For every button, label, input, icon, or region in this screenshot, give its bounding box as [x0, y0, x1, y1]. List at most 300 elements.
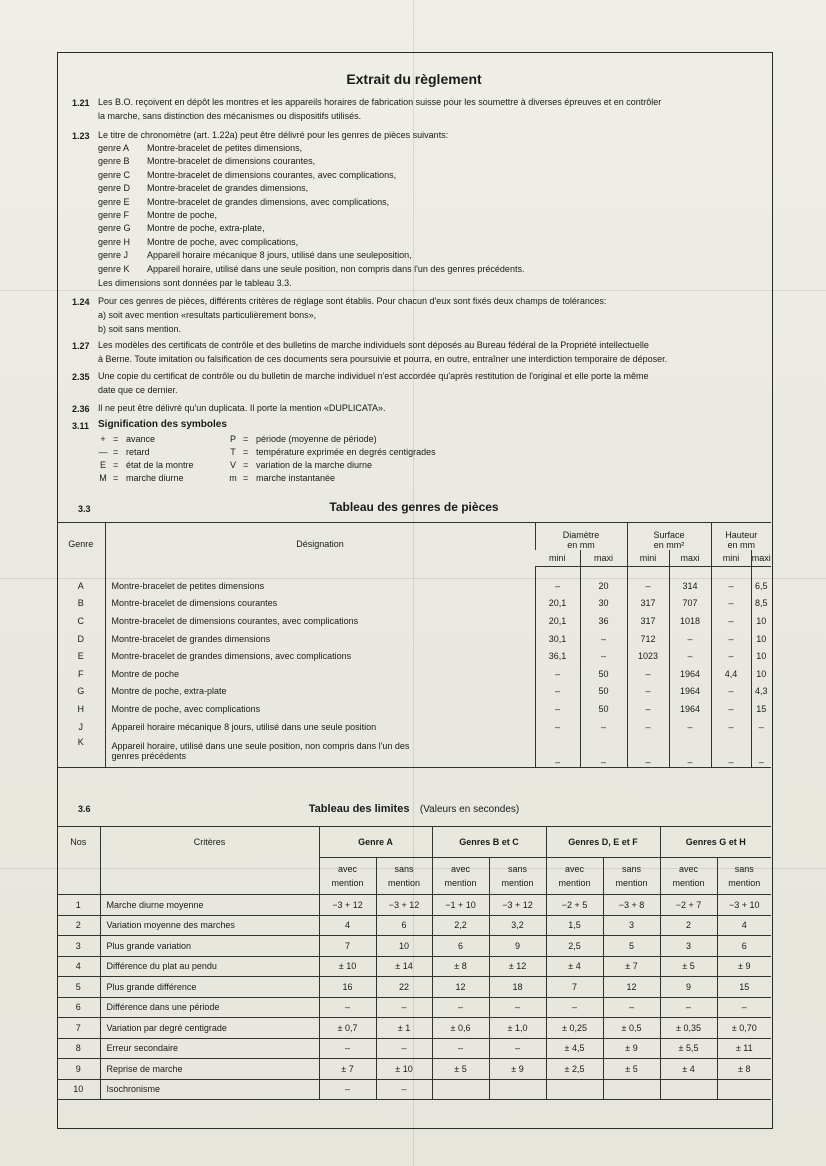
criterion-cell: Marche diurne moyenne: [100, 895, 319, 916]
limit-cell: ± 9: [603, 1038, 660, 1059]
genre-cell: H: [77, 703, 84, 714]
article-number: 1.27: [72, 341, 90, 351]
limit-cell: –: [660, 997, 717, 1018]
table-row: [57, 1018, 771, 1039]
limit-cell: –: [376, 1079, 432, 1100]
limit-cell: –: [376, 1038, 432, 1059]
value-cell: 4,3: [751, 683, 771, 701]
limit-cell: ± 9: [489, 1059, 546, 1080]
limit-cell: 2,2: [432, 915, 489, 936]
criterion-cell: Erreur secondaire: [100, 1038, 319, 1059]
header-mini: mini: [627, 550, 669, 567]
value-cell: –: [711, 700, 751, 718]
genre-cell: F: [78, 668, 84, 679]
limit-cell: 7: [546, 977, 603, 998]
value-cell: 10: [751, 630, 771, 648]
table-row: [57, 1079, 771, 1100]
limit-cell: 9: [489, 936, 546, 957]
header-genres-b-c: Genres B et C: [432, 827, 546, 858]
table-3-6-title: Tableau des limites: [308, 803, 410, 815]
table-row: [57, 956, 771, 977]
criterion-cell: Isochronisme: [100, 1079, 319, 1100]
value-cell: 317: [627, 612, 669, 630]
limit-cell: ± 0,7: [319, 1018, 376, 1039]
number-cell: 2: [57, 915, 100, 936]
designation-cell: Montre-bracelet de grandes dimensions: [105, 630, 535, 648]
text-line: Pour ces genres de pièces, différents critères de réglage sont établis. Pour chacun d'eux sont fixés deux champs de tolérances:: [98, 296, 607, 306]
limit-cell: ± 5: [660, 956, 717, 977]
value-cell: –: [669, 647, 711, 665]
number-cell: 5: [57, 977, 100, 998]
value-cell: 20,1: [535, 612, 580, 630]
symbols-heading: Signification des symboles: [98, 419, 227, 430]
table-row: [57, 700, 771, 718]
limit-cell: ± 8: [717, 1059, 771, 1080]
limit-cell: ± 5,5: [660, 1038, 717, 1059]
symbol-glyph: m: [229, 473, 237, 483]
article-1-27: [98, 338, 667, 366]
limit-cell: ± 1,0: [489, 1018, 546, 1039]
value-cell: –: [535, 683, 580, 701]
value-cell: –: [711, 577, 751, 595]
limit-cell: ± 5: [603, 1059, 660, 1080]
genre-label: genre G: [98, 223, 131, 234]
limit-cell: –: [319, 1038, 376, 1059]
value-cell: –: [711, 683, 751, 701]
limit-cell: 4: [319, 915, 376, 936]
article-number: 1.21: [72, 98, 90, 108]
limit-cell: ± 4: [660, 1059, 717, 1080]
symbol-equals: =: [243, 460, 249, 470]
genres-table: [57, 522, 771, 768]
limit-cell: 6: [376, 915, 432, 936]
criterion-cell: Reprise de marche: [100, 1059, 319, 1080]
limit-cell: ± 0,35: [660, 1018, 717, 1039]
limit-cell: ± 2,5: [546, 1059, 603, 1080]
spacer-cell: [711, 567, 751, 578]
criterion-cell: Variation par degré centigrade: [100, 1018, 319, 1039]
value-cell: 4,4: [711, 665, 751, 683]
value-cell: –: [627, 665, 669, 683]
designation-cell: Montre-bracelet de grandes dimensions, avec complications: [105, 647, 535, 665]
genre-description: Montre de poche,: [147, 210, 218, 220]
symbol-equals: =: [243, 473, 249, 483]
header-criteres: Critères: [100, 827, 319, 895]
table-row: [57, 612, 771, 630]
value-cell: –: [669, 630, 711, 648]
header-text: Hauteur: [725, 530, 758, 540]
limit-cell: ± 0,5: [603, 1018, 660, 1039]
header-avec: avec: [337, 864, 357, 874]
table-row: [57, 895, 771, 916]
limit-cell: ± 0,70: [717, 1018, 771, 1039]
article-number: 3.11: [72, 421, 90, 431]
limit-cell: −3 + 12: [319, 895, 376, 916]
avec-mention-header: [432, 858, 489, 895]
value-cell: –: [627, 735, 669, 768]
spacer-cell: [105, 567, 535, 578]
designation-line: genres précédents: [111, 751, 187, 762]
value-cell: 1964: [669, 683, 711, 701]
limit-cell: 4: [717, 915, 771, 936]
symbol-meaning: température exprimée en degrés centigrades: [256, 447, 436, 457]
number-cell: 9: [57, 1059, 100, 1080]
limit-cell: −3 + 8: [603, 895, 660, 916]
genre-cell: C: [77, 615, 84, 626]
limit-cell: 16: [319, 977, 376, 998]
header-genre: Genre: [68, 539, 94, 550]
value-cell: –: [535, 665, 580, 683]
genre-description: Montre de poche, avec complications,: [147, 236, 299, 247]
designation-line: Appareil horaire, utilisé dans une seule position, non compris dans l'un des: [111, 741, 410, 752]
sans-mention-header: [489, 858, 546, 895]
value-cell: –: [711, 630, 751, 648]
limit-cell: –: [546, 997, 603, 1018]
limit-cell: ± 0,25: [546, 1018, 603, 1039]
table-row: [57, 1038, 771, 1059]
header-mini: mini: [535, 550, 580, 567]
limit-cell: ± 10: [319, 956, 376, 977]
value-cell: –: [751, 735, 771, 768]
table-row: [57, 665, 771, 683]
value-cell: 707: [669, 595, 711, 613]
header-unit: en mm²: [653, 540, 685, 550]
limit-cell: [432, 1079, 489, 1100]
value-cell: –: [580, 630, 627, 648]
header-mention: mention: [558, 878, 591, 888]
table-row: [57, 1059, 771, 1080]
value-cell: –: [535, 700, 580, 718]
limit-cell: –: [432, 997, 489, 1018]
header-mention: mention: [444, 878, 477, 888]
table-row: [57, 647, 771, 665]
table-row: [57, 936, 771, 957]
genre-cell: A: [77, 580, 84, 591]
symbol-glyph: —: [98, 447, 108, 457]
limit-cell: –: [717, 997, 771, 1018]
criterion-cell: Plus grande différence: [100, 977, 319, 998]
header-sans: sans: [621, 864, 641, 874]
limit-cell: 15: [717, 977, 771, 998]
symbol-meaning: marche diurne: [126, 473, 184, 483]
section-number: 3.3: [78, 504, 91, 514]
symbol-meaning: retard: [126, 447, 150, 457]
table-row: [57, 977, 771, 998]
designation-cell: Montre de poche, avec complications: [105, 700, 535, 718]
header-avec: avec: [678, 864, 698, 874]
value-cell: –: [535, 577, 580, 595]
table-row: [57, 595, 771, 613]
header-surface: [627, 522, 711, 550]
article-1-21: [98, 95, 661, 123]
genre-label: genre A: [98, 143, 130, 153]
spacer-cell: [535, 567, 580, 578]
header-sans: sans: [507, 864, 527, 874]
limit-cell: –: [319, 1079, 376, 1100]
value-cell: 317: [627, 595, 669, 613]
avec-mention-header: [660, 858, 717, 895]
symbol-equals: =: [243, 434, 249, 444]
limit-cell: 6: [432, 936, 489, 957]
genre-description: Montre-bracelet de dimensions courantes,: [147, 156, 316, 167]
value-cell: 1964: [669, 700, 711, 718]
symbol-glyph: E: [99, 460, 106, 470]
table-3-6-subtitle: (Valeurs en secondes): [419, 804, 520, 815]
value-cell: 6,5: [751, 577, 771, 595]
value-cell: –: [711, 612, 751, 630]
header-text: Diamètre: [562, 530, 600, 540]
limit-cell: ± 8: [432, 956, 489, 977]
header-sans: sans: [734, 864, 754, 874]
text-line: à Berne. Toute imitation ou falsification de ces documents sera poursuivie et pourra, en outre, entraîner une interdiction temporaire de déposer.: [98, 354, 668, 364]
limit-cell: 7: [319, 936, 376, 957]
limit-cell: ± 4: [546, 956, 603, 977]
value-cell: 30,1: [535, 630, 580, 648]
designation-cell: Montre-bracelet de dimensions courantes: [105, 595, 535, 613]
limit-cell: 1,5: [546, 915, 603, 936]
header-mention: mention: [331, 878, 364, 888]
value-cell: –: [711, 718, 751, 736]
value-cell: 36,1: [535, 647, 580, 665]
genre-label: genre E: [98, 196, 130, 207]
limit-cell: ± 12: [489, 956, 546, 977]
article-2-35: [98, 369, 648, 397]
genre-label: genre K: [98, 263, 130, 274]
limit-cell: −3 + 12: [489, 895, 546, 916]
symbol-meaning: période (moyenne de période): [256, 434, 377, 444]
text-line: a) soit avec mention «resultats particulièrement bons»,: [98, 310, 317, 320]
header-mention: mention: [615, 878, 648, 888]
number-cell: 3: [57, 936, 100, 957]
limit-cell: 3,2: [489, 915, 546, 936]
value-cell: 10: [751, 612, 771, 630]
limit-cell: ± 1: [376, 1018, 432, 1039]
genre-description: Appareil horaire, utilisé dans une seule position, non compris dans l'un des genres précédents.: [147, 263, 525, 274]
symbol-equals: =: [243, 447, 249, 457]
limit-cell: ± 11: [717, 1038, 771, 1059]
limit-cell: [660, 1079, 717, 1100]
value-cell: 8,5: [751, 595, 771, 613]
limit-cell: –: [432, 1038, 489, 1059]
table-row: [57, 630, 771, 648]
genre-description: Appareil horaire mécanique 8 jours, utilisé dans une seuleposition,: [147, 250, 412, 261]
genre-cell: G: [77, 686, 85, 697]
limit-cell: [546, 1079, 603, 1100]
number-cell: 6: [57, 997, 100, 1018]
symbol-equals: =: [113, 460, 119, 470]
sans-mention-header: [603, 858, 660, 895]
value-cell: 50: [580, 683, 627, 701]
limit-cell: −3 + 12: [376, 895, 432, 916]
text-line: Les modèles des certificats de contrôle et des bulletins de marche individuels sont déposés au Bureau fédéral de la Propriété intellectuelle: [98, 340, 649, 350]
value-cell: –: [751, 718, 771, 736]
value-cell: 10: [751, 665, 771, 683]
symbol-meaning: état de la montre: [126, 460, 194, 470]
genre-cell: E: [77, 651, 84, 662]
table-3-6-heading: [57, 799, 771, 817]
genre-label: genre C: [98, 169, 131, 180]
limit-cell: [489, 1079, 546, 1100]
table-row: [57, 997, 771, 1018]
page-title: Extrait du règlement: [346, 71, 482, 87]
header-mention: mention: [728, 878, 761, 888]
designation-cell: Montre de poche: [105, 665, 535, 683]
limit-cell: ± 5: [432, 1059, 489, 1080]
header-hauteur: [711, 522, 771, 550]
limit-cell: [717, 1079, 771, 1100]
value-cell: 50: [580, 700, 627, 718]
text-line: la marche, sans distinction des mécanismes ou dispositifs utilisés.: [98, 111, 362, 121]
header-sans: sans: [394, 864, 414, 874]
genre-cell: K: [57, 735, 105, 768]
sans-mention-header: [717, 858, 771, 895]
section-number: 3.6: [78, 804, 91, 814]
value-cell: –: [669, 735, 711, 768]
value-cell: 30: [580, 595, 627, 613]
spacer-cell: [580, 567, 627, 578]
spacer-cell: [751, 567, 771, 578]
header-genres-g-h: Genres G et H: [660, 827, 771, 858]
limit-cell: 6: [717, 936, 771, 957]
value-cell: –: [580, 718, 627, 736]
limit-cell: 12: [432, 977, 489, 998]
value-cell: –: [535, 735, 580, 768]
symbol-equals: =: [113, 447, 119, 457]
article-number: 1.24: [72, 297, 90, 307]
value-cell: –: [627, 683, 669, 701]
limit-cell: 3: [603, 915, 660, 936]
symbol-glyph: +: [100, 434, 106, 444]
symbol-glyph: V: [229, 460, 236, 470]
article-number: 1.23: [72, 131, 90, 141]
header-nos: Nos: [57, 827, 100, 895]
limit-cell: –: [319, 997, 376, 1018]
value-cell: 712: [627, 630, 669, 648]
limit-cell: 10: [376, 936, 432, 957]
header-maxi: maxi: [669, 550, 711, 567]
limit-cell: [603, 1079, 660, 1100]
text-line: date que ce dernier.: [98, 385, 178, 395]
header-maxi: maxi: [751, 550, 771, 567]
limit-cell: 12: [603, 977, 660, 998]
limit-cell: −2 + 5: [546, 895, 603, 916]
genre-cell: J: [78, 721, 83, 732]
article-2-36: Il ne peut être délivré qu'un duplicata. Il porte la mention «DUPLICATA».: [98, 403, 386, 413]
value-cell: –: [627, 718, 669, 736]
number-cell: 10: [57, 1079, 100, 1100]
value-cell: –: [627, 700, 669, 718]
limit-cell: 3: [660, 936, 717, 957]
article-number: 2.35: [72, 372, 90, 382]
value-cell: –: [627, 577, 669, 595]
text-line: Une copie du certificat de contrôle ou du bulletin de marche individuel n'est accordée qu'après restitution de l'original et elle porte la même: [98, 371, 649, 381]
spacer-cell: [669, 567, 711, 578]
table-3-3-title: Tableau des genres de pièces: [329, 500, 499, 514]
value-cell: 1964: [669, 665, 711, 683]
limit-cell: 22: [376, 977, 432, 998]
genre-label: genre J: [98, 250, 129, 261]
limit-cell: –: [603, 997, 660, 1018]
sans-mention-header: [376, 858, 432, 895]
number-cell: 8: [57, 1038, 100, 1059]
table-row: [57, 718, 771, 736]
limits-table: [57, 826, 771, 1100]
header-text: Surface: [653, 530, 685, 540]
limit-cell: ± 14: [376, 956, 432, 977]
article-number: 2.36: [72, 404, 90, 414]
header-mention: mention: [501, 878, 534, 888]
limit-cell: –: [489, 1038, 546, 1059]
value-cell: 20: [580, 577, 627, 595]
genre-label: genre F: [98, 210, 130, 220]
spacer-cell: [57, 567, 105, 578]
text-line: b) soit sans mention.: [98, 324, 182, 334]
value-cell: –: [711, 647, 751, 665]
header-mini: mini: [711, 550, 751, 567]
table-row: [57, 915, 771, 936]
value-cell: –: [711, 735, 751, 768]
limit-cell: –: [489, 997, 546, 1018]
symbol-glyph: P: [229, 434, 236, 444]
limit-cell: 5: [603, 936, 660, 957]
limit-cell: –: [376, 997, 432, 1018]
value-cell: –: [580, 647, 627, 665]
limit-cell: ± 7: [603, 956, 660, 977]
value-cell: –: [711, 595, 751, 613]
header-genres-d-e-f: Genres D, E et F: [546, 827, 660, 858]
symbol-meaning: avance: [126, 434, 156, 444]
genre-label: genre B: [98, 156, 130, 167]
symbol-glyph: T: [230, 447, 236, 457]
avec-mention-header: [546, 858, 603, 895]
value-cell: 314: [669, 577, 711, 595]
article-1-23-intro: Le titre de chronomètre (art. 1.22a) peut être délivré pour les genres de pièces suivants:: [98, 130, 449, 140]
value-cell: –: [669, 718, 711, 736]
value-cell: 20,1: [535, 595, 580, 613]
value-cell: –: [580, 735, 627, 768]
value-cell: –: [535, 718, 580, 736]
header-unit: en mm: [567, 540, 595, 550]
header-genre-a: Genre A: [319, 827, 432, 858]
value-cell: 1018: [669, 612, 711, 630]
criterion-cell: Plus grande variation: [100, 936, 319, 957]
header-maxi: maxi: [580, 550, 627, 567]
genre-description: Montre-bracelet de grandes dimensions,: [147, 183, 309, 194]
limit-cell: ± 4,5: [546, 1038, 603, 1059]
genre-description: Montre-bracelet de petites dimensions,: [147, 143, 303, 153]
genre-label: genre H: [98, 236, 131, 247]
designation-cell: Appareil horaire mécanique 8 jours, utilisé dans une seule position: [105, 718, 535, 736]
genre-label: genre D: [98, 183, 131, 194]
genre-description: Montre-bracelet de dimensions courantes, avec complications,: [147, 169, 397, 180]
genre-cell: D: [77, 633, 84, 644]
table-row: [57, 735, 771, 768]
value-cell: 10: [751, 647, 771, 665]
designation-cell: Montre-bracelet de dimensions courantes, avec complications: [105, 612, 535, 630]
article-1-23-footer: Les dimensions sont données par le tableau 3.3.: [98, 278, 292, 288]
symbol-equals: =: [113, 473, 119, 483]
limit-cell: ± 10: [376, 1059, 432, 1080]
genre-cell: B: [77, 598, 84, 609]
header-mention: mention: [387, 878, 421, 888]
value-cell: 1023: [627, 647, 669, 665]
value-cell: 36: [580, 612, 627, 630]
header-avec: avec: [564, 864, 584, 874]
criterion-cell: Différence dans une période: [100, 997, 319, 1018]
limit-cell: 9: [660, 977, 717, 998]
limit-cell: 2,5: [546, 936, 603, 957]
table-row: [57, 683, 771, 701]
